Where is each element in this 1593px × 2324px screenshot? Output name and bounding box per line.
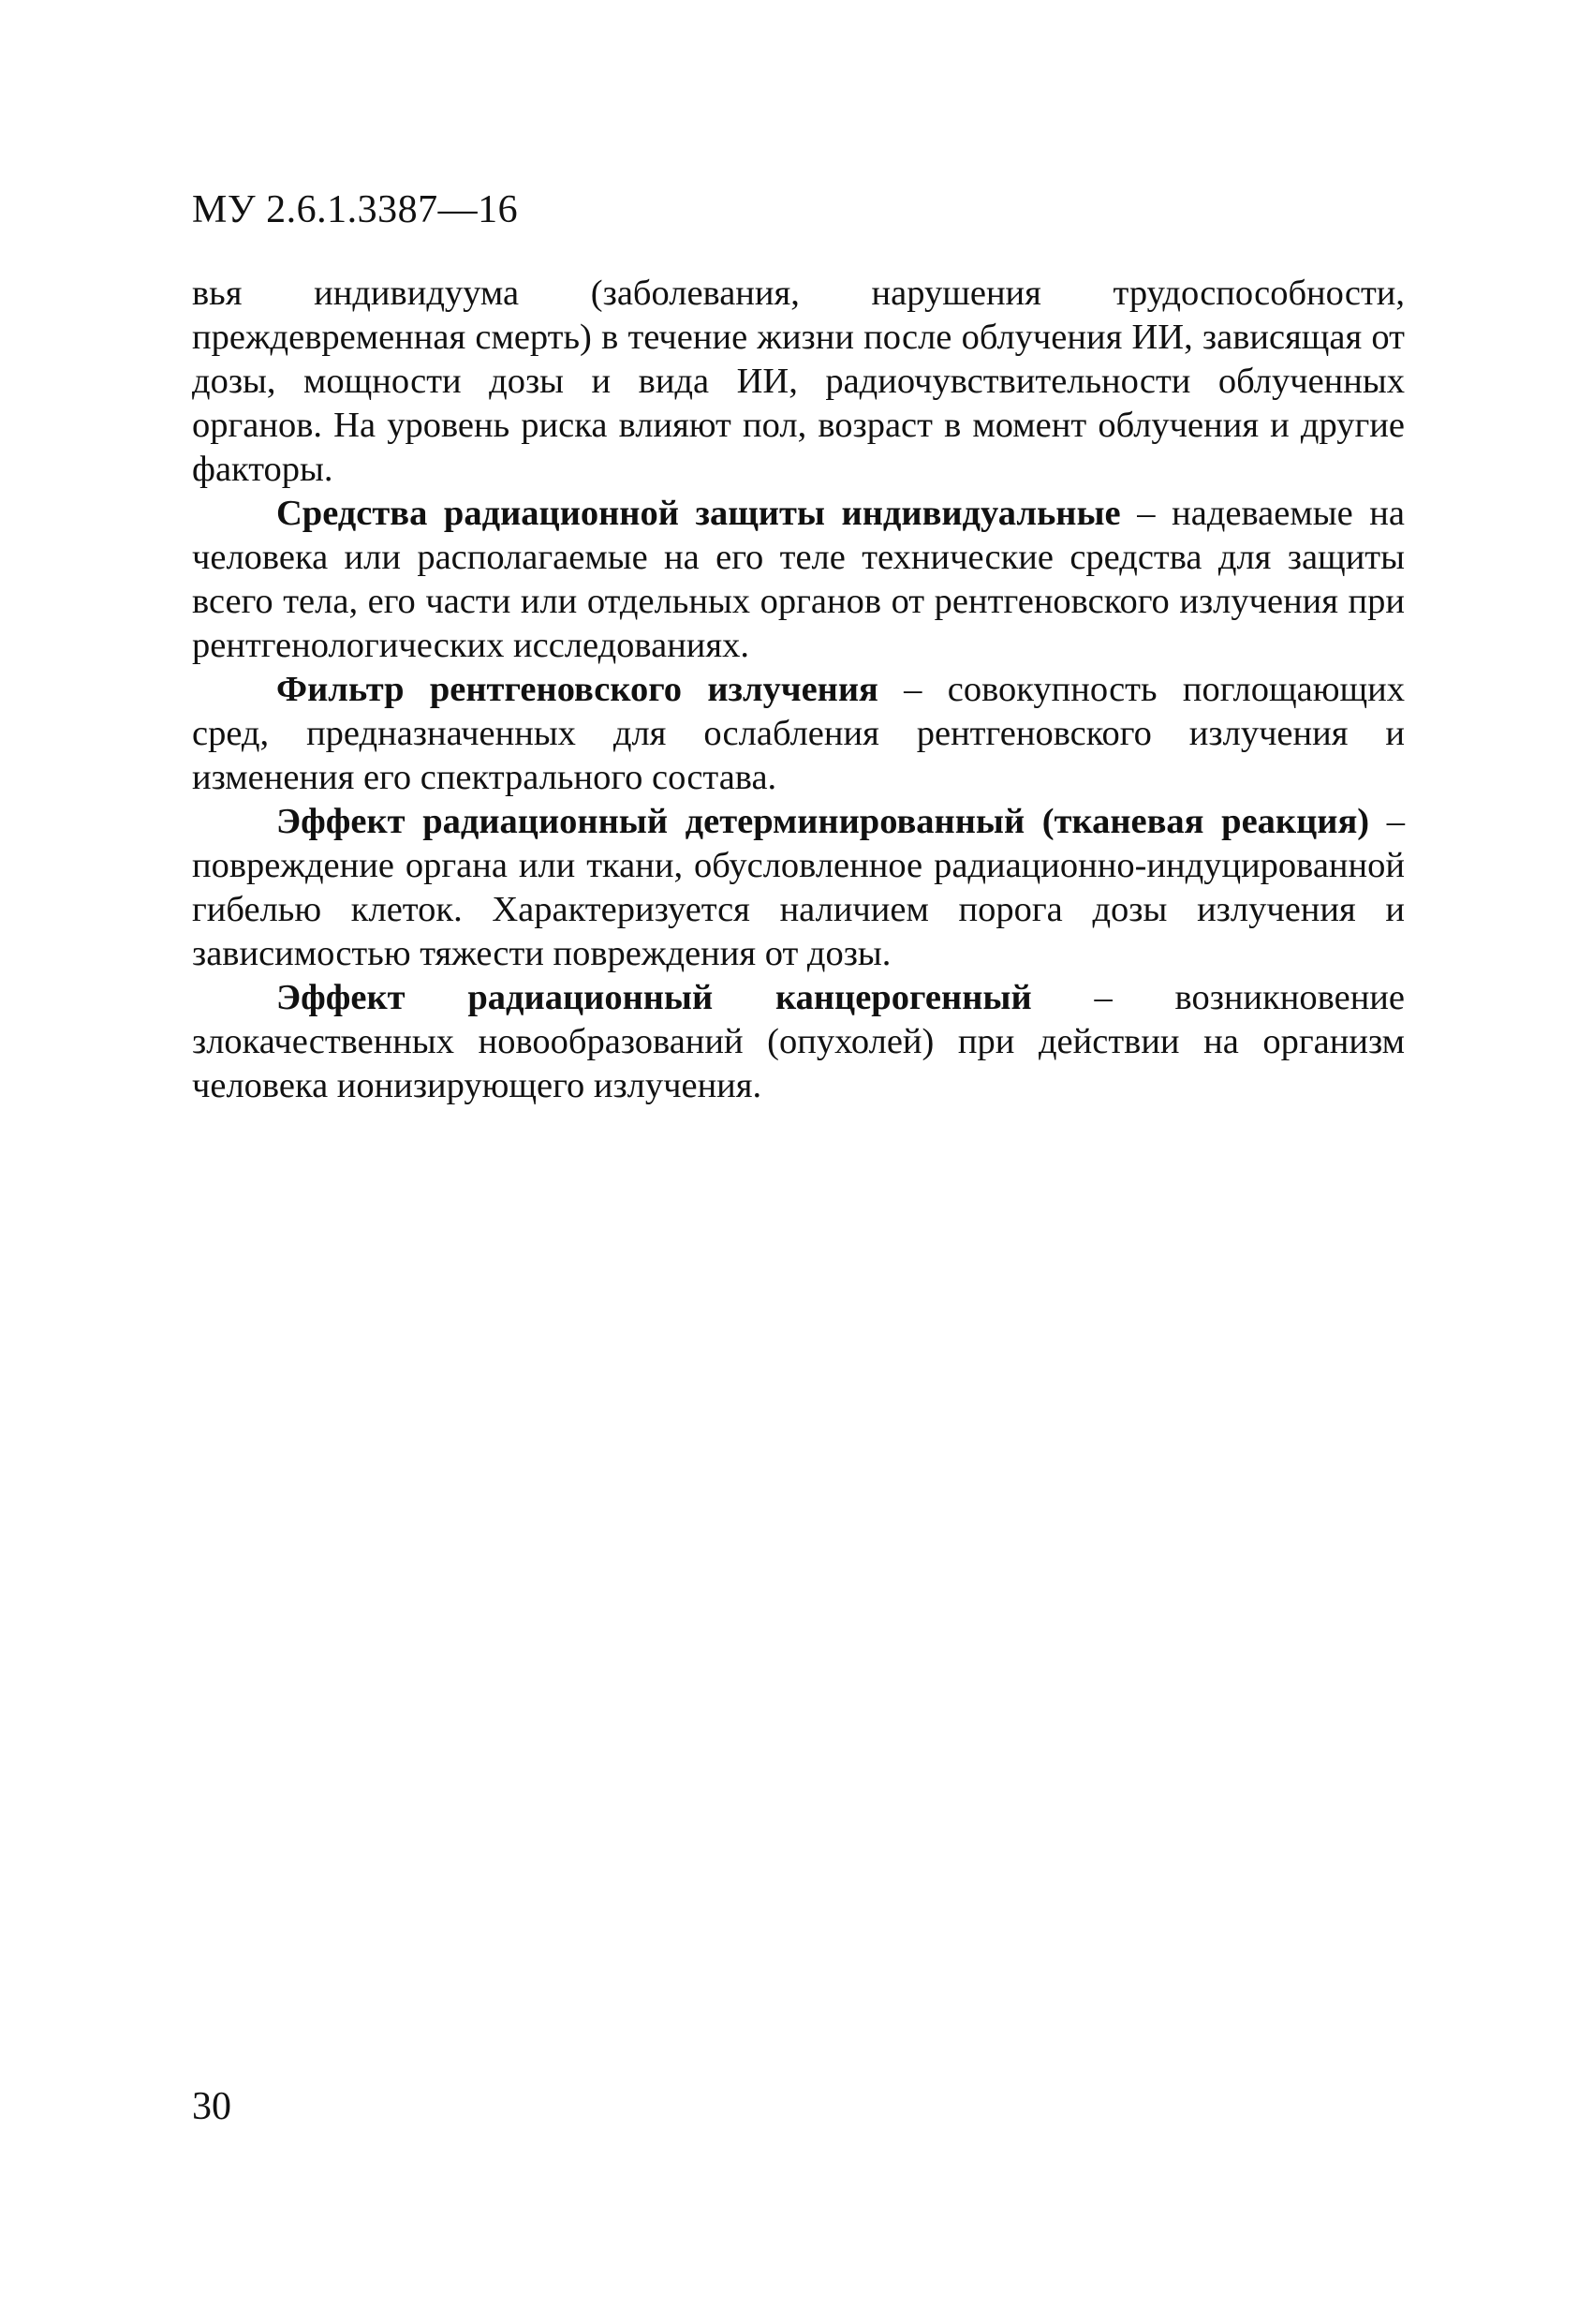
- term-heading: Фильтр рентгеновского излучения: [276, 670, 878, 709]
- document-body: [192, 272, 1405, 1108]
- term-heading: Эффект радиационный детерминированный (тканевая реакция): [276, 802, 1370, 841]
- term-definition: – надеваемые на человека или располагаемые на его теле технические средства для защиты всего тела, его части или отдельных органов от рентгеновского излучения при рентгенологических исследованиях.: [192, 494, 1405, 665]
- term-entry-individual-protection: [192, 492, 1405, 668]
- term-definition: – возникновение злокачественных новообразований (опухолей) при действии на организм человека ионизирующего излучения.: [192, 978, 1405, 1105]
- term-definition: – повреждение органа или ткани, обусловленное радиационно-индуцированной гибелью клеток. Характеризуется наличием порога дозы излучения и зависимостью тяжести повреждения от дозы.: [192, 802, 1405, 973]
- term-heading: Средства радиационной защиты индивидуальные: [276, 494, 1121, 533]
- term-entry-deterministic-effect: [192, 800, 1405, 976]
- term-entry-carcinogenic-effect: [192, 976, 1405, 1108]
- page-number: 30: [192, 2085, 231, 2128]
- document-code: МУ 2.6.1.3387—16: [192, 188, 519, 231]
- term-heading: Эффект радиационный канцерогенный: [276, 978, 1032, 1017]
- term-definition: – совокупность поглощающих сред, предназначенных для ослабления рентгеновского излучения и изменения его спектрального состава.: [192, 670, 1406, 797]
- continued-paragraph: вья индивидуума (заболевания, нарушения трудоспособности, преждевременная смерть) в течение жизни после облучения ИИ, зависящая от дозы, мощности дозы и вида ИИ, радиочувствительности облученных органов. На уровень риска влияют пол, возраст в момент облучения и другие факторы.: [192, 274, 1405, 489]
- term-entry-xray-filter: [192, 668, 1405, 800]
